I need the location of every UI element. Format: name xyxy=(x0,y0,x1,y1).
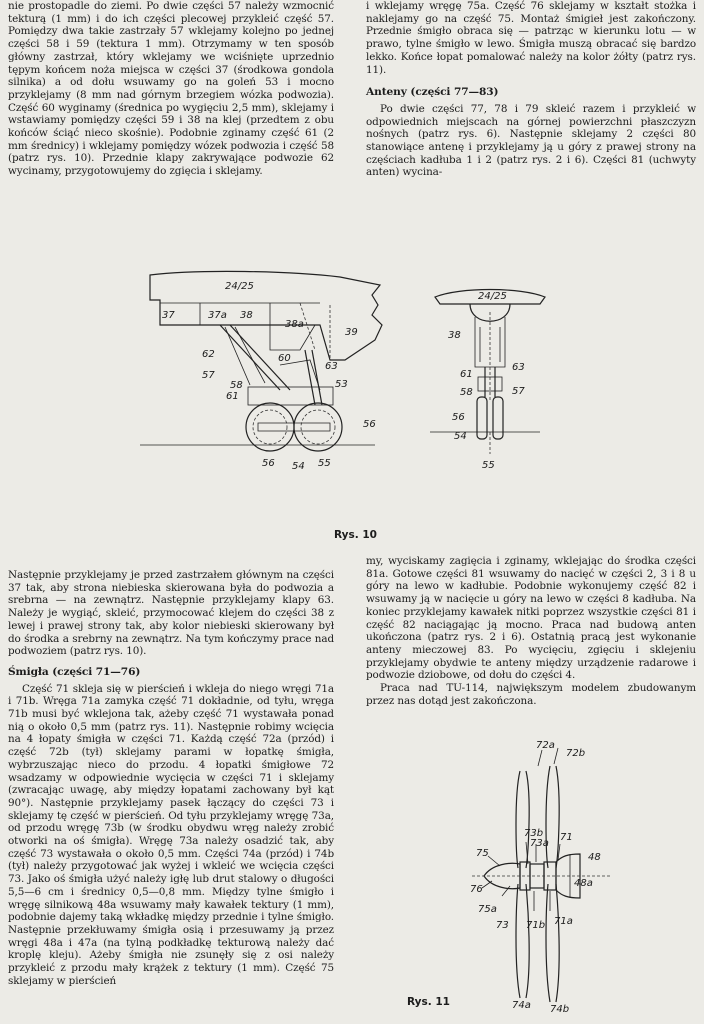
paragraph: Część 71 skleja się w pierścień i wkleja do niego wręgi 71a i 71b. Wręga 71a zamyka część 71 dokładnie, od tyłu, wręga 71b musi być wklejona tak, ażeby część 71 wystawała ponad nią o około 0,5 mm (patrz rys. 11). Następnie robimy wcięcia na 4 łopaty śmigła w części 71. Każdą część 72a (przód) i część 72b (tył) sklejamy parami w łopatkę śmigła, wybrzuszając nieco do przodu. 4 łopatki śmigłowe 72 wsadzamy w odpowiednie wycięcia w części 71 i sklejamy (zwracając uwagę, aby między łopatami zachowany był kąt 90°). Następnie przyklejamy pasek łączący do części 73 i sklejamy tę część w pierścień. Od tyłu przyklejamy wręgę 73a, od przodu wręgę 73b (w środku obydwu wręg należy zrobić otworki na oś śmigła). Wręgę 73a należy osadzić tak, aby część 73 wystawała o około 0,5 mm. Części 74a (przód) i 74b (tył) należy przygotować jak wyżej i wkleić we wcięcia części 73. Jako oś śmigła użyć należy igłę lub drut stalowy o długości 5,5—6 cm i średnicy 0,5—0,8 mm. Między tylne śmigło i wręgę silnikową 48a wsuwamy mały kawałek tektury (1 mm), podobnie dajemy taką wkładkę między przednie i tylne śmigło. Następnie przekłuwamy śmigła osią i przesuwamy ją przez wręgi 48a i 47a (na tylną podkładkę tekturową należy dać kroplę kleju). Ażeby śmigła nie zsunęły się z osi należy przykleić z przodu mały krążek z tektury (1 mm). Część 75 sklejamy w pierścień xyxy=(8,682,334,987)
propeller-assembly-drawing xyxy=(462,736,622,1016)
figure-label: 72a xyxy=(536,740,555,751)
figure-label: 56 xyxy=(363,419,376,430)
figure-label: 48a xyxy=(574,878,593,889)
figure-label: 54 xyxy=(454,431,467,442)
figure-label: 63 xyxy=(325,361,338,372)
figure-label: 71b xyxy=(526,920,546,931)
landing-gear-side-view-drawing xyxy=(140,265,400,475)
section-heading-antennas: Anteny (części 77—83) xyxy=(366,86,499,99)
figure-label: 56 xyxy=(262,458,275,469)
text-column-top-left xyxy=(8,0,334,178)
figure-label: 38a xyxy=(285,319,304,330)
paragraph: my, wyciskamy zagięcia i zginamy, wklejając do środka części 81a. Gotowe części 81 wsuwamy do nacięć w części 2, 3 i 8 u góry na lewo w kadłubie. Podobnie wykonujemy część 82 i wsuwamy ją w nacięcie u góry na lewo w części 8 kadłuba. Na koniec przyklejamy kawałek nitki poprzez wszystkie części 81 i część 82 naciągając ją mocno. Praca nad budową anten ukończona (patrz rys. 2 i 6). Ostatnią pracą jest wykonanie anteny mieczowej 83. Po wycięciu, zgięciu i sklejeniu przyklejamy obydwie te anteny między urządzenie radarowe i podwozie dziobowe, od dołu do części 4. xyxy=(366,555,696,682)
text-column-bottom-right xyxy=(366,555,696,707)
figure-label: 74b xyxy=(550,1004,570,1015)
figure-label: 72b xyxy=(566,748,586,759)
figure-caption-rys-11: Rys. 11 xyxy=(407,996,450,1008)
figure-label: 38 xyxy=(240,310,253,321)
figure-label: 62 xyxy=(202,349,215,360)
figure-label: 61 xyxy=(460,369,473,380)
figure-label: 61 xyxy=(226,391,239,402)
landing-gear-front-view-drawing xyxy=(430,282,550,472)
figure-label: 58 xyxy=(230,380,243,391)
figure-label: 38 xyxy=(448,330,461,341)
figure-label: 57 xyxy=(202,370,215,381)
figure-label: 75a xyxy=(478,904,497,915)
figure-label: 53 xyxy=(335,379,348,390)
figure-label: 71 xyxy=(560,832,573,843)
figure-label: 55 xyxy=(482,460,495,471)
figure-caption-rys-10: Rys. 10 xyxy=(334,529,377,541)
figure-label: 74a xyxy=(512,1000,531,1011)
section-heading-propellers: Śmigła (części 71—76) xyxy=(8,665,141,678)
figure-label: 76 xyxy=(470,884,483,895)
figure-label: 48 xyxy=(588,852,601,863)
figure-label: 37 xyxy=(162,310,175,321)
figure-label: 75 xyxy=(476,848,489,859)
paragraph: nie prostopadle do ziemi. Po dwie części 57 należy wzmocnić tekturą (1 mm) i do ich części plecowej przykleić część 57. Pomiędzy dwa takie zastrzały 57 wklejamy kolejno po jednej części 58 i 59 (tektura 1 mm). Otrzymamy w ten sposób główny zastrzał, który wklejamy we wciśnięte uprzednio tępym końcem noża miejsca w części 37 (środkowa gondola silnika) a od dołu wsuwamy go na goleń 53 i mocno przyklejamy (8 mm nad górnym brzegiem wózka podwozia). Część 60 wyginamy (średnica po wygięciu 2,5 mm), sklejamy i wstawiamy pomiędzy części 59 i 38 na klej (przedtem z obu końców ściąć nieco skośnie). Podobnie zginamy część 61 (2 mm średnicy) i wklejamy pomiędzy wózek podwozia i część 58 (patrz rys. 10). Przednie klapy zakrywające podwozie 62 wycinamy, przygotowujemy do zgięcia i sklejamy. xyxy=(8,0,334,178)
figure-label: 54 xyxy=(292,461,305,472)
figure-label: 73b xyxy=(524,828,544,839)
figure-label: 73a xyxy=(530,838,549,849)
figure-label: 57 xyxy=(512,386,525,397)
figure-label: 56 xyxy=(452,412,465,423)
figure-label: 24/25 xyxy=(225,281,254,292)
figure-label: 63 xyxy=(512,362,525,373)
figure-label: 39 xyxy=(345,327,358,338)
figure-label: 71a xyxy=(554,916,573,927)
figure-label: 55 xyxy=(318,458,331,469)
text-column-top-right xyxy=(366,0,696,179)
text-column-bottom-left xyxy=(8,569,334,988)
paragraph: i wklejamy wręgę 75a. Część 76 sklejamy w kształt stożka i naklejamy go na część 75. Montaż śmigieł jest zakończony. Przednie śmigło obraca się — patrząc w kierunku lotu — w prawo, tylne śmigło w lewo. Śmigła muszą obracać się bardzo lekko. Końce łopat pomalować należy na kolor żółty (patrz rys. 11). xyxy=(366,0,696,76)
paragraph: Praca nad TU-114, największym modelem zbudowanym przez nas dotąd jest zakończona. xyxy=(366,682,696,707)
figure-label: 37a xyxy=(208,310,227,321)
figure-label: 60 xyxy=(278,353,291,364)
figure-label: 24/25 xyxy=(478,291,507,302)
paragraph: Następnie przyklejamy je przed zastrzałem głównym na części 37 tak, aby strona niebieska skierowana była do podwozia a srebrna — na zewnątrz. Następnie przyklejamy klapy 63. Należy je wygiąć, skleić, przymocować klejem do części 38 z lewej i prawej strony tak, aby kolor niebieski skierowany był do środka a srebrny na zewnątrz. Na tym kończymy prace nad podwoziem (patrz rys. 10). xyxy=(8,569,334,658)
figure-label: 73 xyxy=(496,920,509,931)
figure-label: 58 xyxy=(460,387,473,398)
paragraph: Po dwie części 77, 78 i 79 skleić razem i przykleić w odpowiednich miejscach na górnej powierzchni płaszczyzn nośnych (patrz rys. 6). Następnie sklejamy 2 części 80 stanowiące antenę i przyklejamy ją u góry z prawej strony na częściach kadłuba 1 i 2 (patrz rys. 2 i 6). Części 81 (uchwyty anten) wycina- xyxy=(366,102,696,179)
